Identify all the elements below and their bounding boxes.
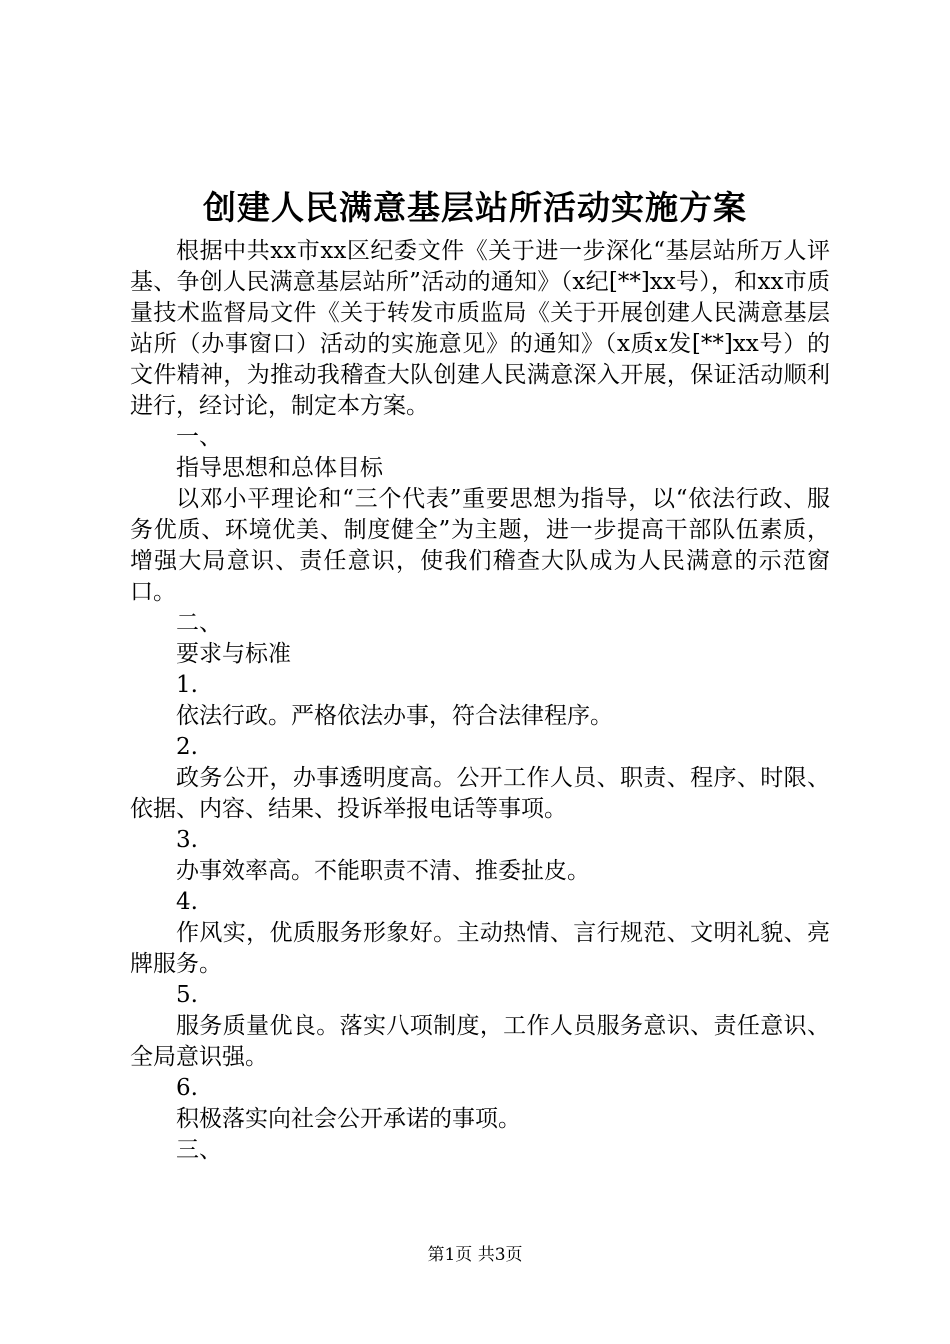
- item-text-2: 政务公开，办事透明度高。公开工作人员、职责、程序、时限、依据、内容、结果、投诉举报电话等事项。: [130, 765, 830, 822]
- item-text-4: 作风实，优质服务形象好。主动热情、言行规范、文明礼貌、亮牌服务。: [130, 920, 830, 977]
- item-number-6: 6.: [176, 1075, 198, 1101]
- item-text-1: 依法行政。严格依法办事，符合法律程序。: [176, 703, 613, 729]
- item-number-4: 4.: [176, 889, 198, 915]
- section-heading-2: 要求与标准: [176, 641, 291, 667]
- item-number-3: 3.: [176, 827, 198, 853]
- item-number-5: 5.: [176, 982, 198, 1008]
- document-body: [130, 236, 830, 1166]
- item-text-6: 积极落实向社会公开承诺的事项。: [176, 1106, 521, 1132]
- section-number-3: 三、: [176, 1137, 222, 1163]
- page-footer: 第1页 共3页: [427, 1245, 523, 1265]
- item-number-1: 1.: [176, 672, 198, 698]
- section-number-2: 二、: [176, 610, 222, 636]
- guiding-paragraph: 以邓小平理论和“三个代表”重要思想为指导，以“依法行政、服务优质、环境优美、制度健全”为主题，进一步提高干部队伍素质，增强大局意识、责任意识，使我们稽查大队成为人民满意的示范窗口。: [130, 486, 830, 605]
- item-text-3: 办事效率高。不能职责不清、推委扯皮。: [176, 858, 590, 884]
- section-number-1: 一、: [176, 424, 222, 450]
- document-title: 创建人民满意基层站所活动实施方案: [203, 188, 747, 227]
- item-text-5: 服务质量优良。落实八项制度，工作人员服务意识、责任意识、全局意识强。: [130, 1013, 830, 1070]
- section-heading-1: 指导思想和总体目标: [176, 455, 383, 481]
- intro-paragraph: 根据中共xx市xx区纪委文件《关于进一步深化“基层站所万人评基、争创人民满意基层站所”活动的通知》（x纪[**]xx号），和xx市质量技术监督局文件《关于转发市质监局《关于开展创建人民满意基层站所（办事窗口）活动的实施意见》的通知》（x质x发[**]xx号）的文件精神，为推动我稽查大队创建人民满意深入开展，保证活动顺利进行，经讨论，制定本方案。: [130, 238, 830, 419]
- item-number-2: 2.: [176, 734, 198, 760]
